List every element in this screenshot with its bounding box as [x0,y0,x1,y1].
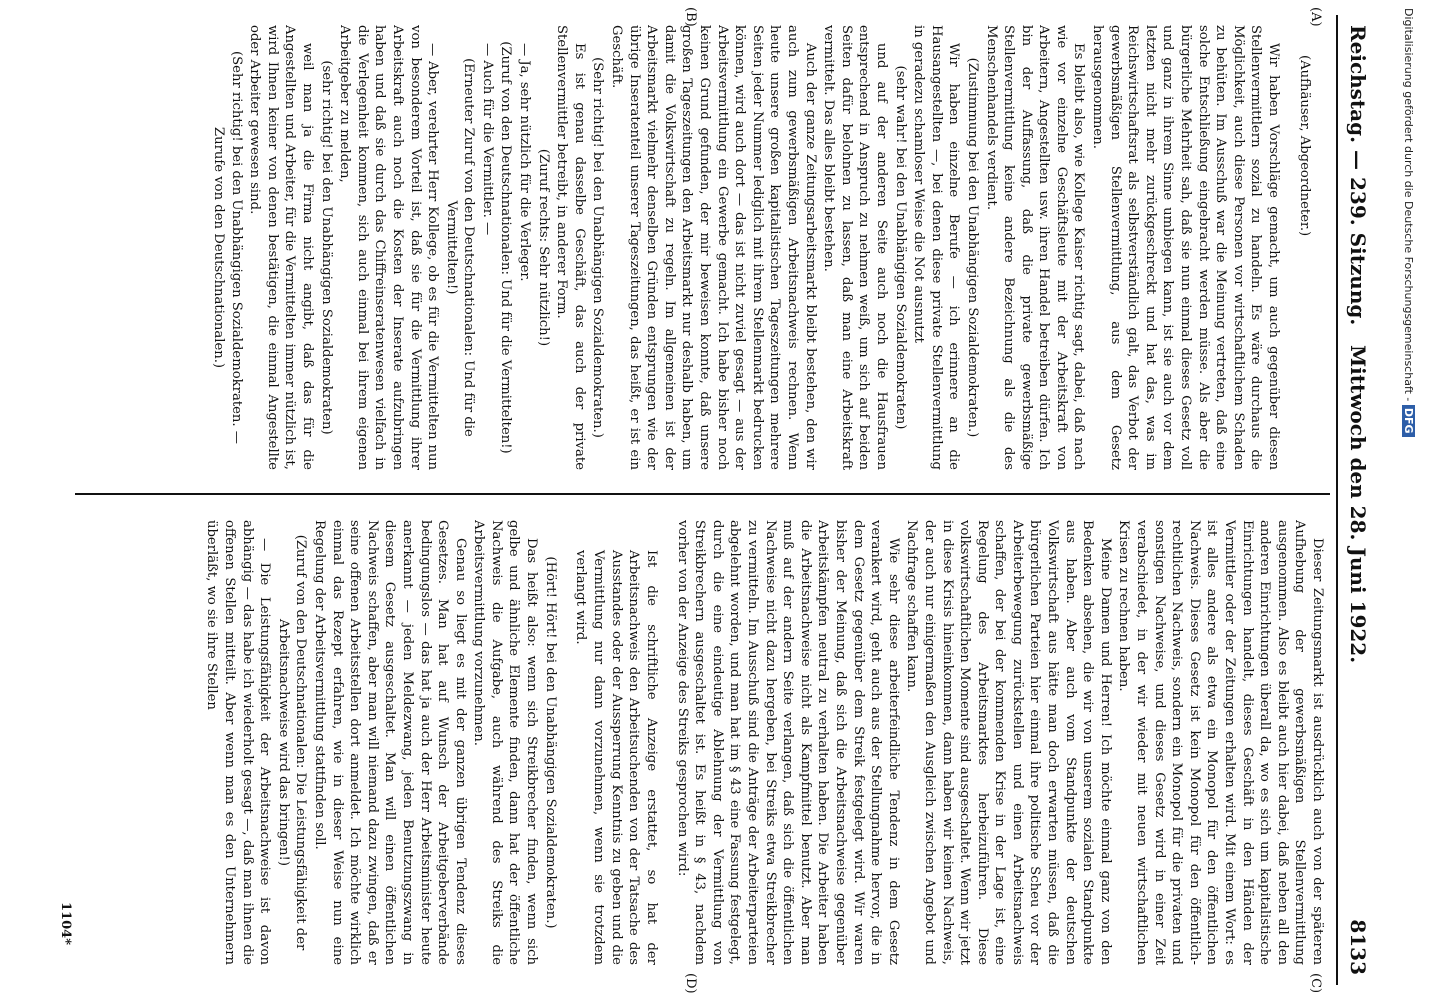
header-center: Mittwoch den 28. Juni 1922. [1346,345,1370,664]
page-number: 8133 [1346,919,1370,975]
paragraph: Genau so liegt es mit der ganzen übrigen Tendenz dieses Gesetzes. Man hat auf Wunsch der Arbeitgeberverbände bedingungslos — das hat ja auch der Herr Arbeitsminister heute anerkannt — jeden Meldezwang, jeden Benutzungszwang in diesem Gesetz ausgeschaltet. Man will einen öffentlichen Nachweis schaffen, aber man will niemand dazu zwingen, daß er seine offenen Arbeitsstellen dort anmeldet. Ich möchte wirklich einmal das Rezept erfahren, wie in dieser Weise nun eine Regelung der Arbeitsvermittlung stattfinden soll. [311,520,468,965]
paragraph: (Sehr richtig! bei den Unabhängigen Sozialdemokraten. — Zurufe von den Deutschnationalen.) [211,51,244,444]
credit-text: Digitalisierung gefördert durch die Deutsche Forschungsgemeinschaft - [1402,8,1415,402]
column-divider [75,493,1330,495]
rotated-page-content [58,7,1378,994]
paragraph: (Zuruf von den Deutschnationalen: Und für die Vermittelten!) [498,41,514,454]
page-header [1336,15,1378,985]
paragraph: Wir haben einzelne Berufe — ich erinnere an die Hausangestellten —, bei denen diese private Stellenvermittlung in geradezu schamloser Weise die Not ausnutzt [911,25,962,470]
paragraph: (Sehr richtig! bei den Unabhängigen Sozialdemokraten.) [590,57,606,438]
paragraph: und auf der anderen Seite auch noch die Hausfrauen entsprechend in Anspruch zu nehmen weiß, um sich auf beiden Seiten dafür belohnen zu lassen, daß man eine Arbeitskraft vermittelt. Das alles bleibt bestehen. [821,25,889,470]
header-left: Reichstag. — 239. Sitzung. [1346,25,1370,326]
margin-marker-d: (D) [683,973,698,994]
digitization-credit [1395,8,1415,998]
paragraph: Ist die schriftliche Anzeige erstattet, so hat der Arbeitsnachweis den Arbeitsuchenden von der Tatsache des Ausstandes oder der Aussperrung Kenntnis zu geben und die Vermittlung nur dann vorzunehmen, wenn sie trotzdem verlangt wird. [573,550,659,965]
paragraph: Meine Damen und Herren! Ich möchte einmal ganz von den Bedenken absehen, die wir von unserem sozialen Standpunkte aus haben. Aber auch vom Standpunkte der deutschen Volkswirtschaft aus hätte man doch erwarten müssen, daß die bürgerlichen Parteien hier einmal ihre politische Scheu vor der Arbeiterbewegung zurückstellen und einen Arbeitsnachweis schaffen, der bei der kommenden Krise in der Lage ist, eine Regelung des Arbeitsmarktes herbeizuführen. Diese volkswirtschaftlichen Momente sind ausgeschaltet. Wenn wir jetzt in diese Krisis hineinkommen, dann haben wir keinen Nachweis, der auch nur einigermaßen den Ausgleich zwischen Angebot und Nachfrage schaffen kann. [904,520,1113,965]
paragraph: Das heißt also: wenn sich Streikbrecher finden, wenn sich gelbe und ähnliche Elemente finden, dann hat der öffentliche Nachweis die Aufgabe, auch während des Streiks die Arbeitsvermittlung vorzunehmen. [471,520,540,965]
paragraph: (sehr richtig! bei den Unabhängigen Sozialdemokraten) [318,60,334,435]
paragraph: (Zuruf rechts: Sehr nützlich!) [535,148,551,347]
dfg-logo: DFG [1402,405,1415,437]
paragraph: — Aber, verehrter Herr Kollege, ob es für die Vermittelten nun von besonderem Vorteil ist, daß sie für die Vermittlung ihrer Arbeitskraft auch noch die Kosten der Inserate aufzubringen haben und daß sie durch das Chiffreinseratenwesen vielfach in die Verlegenheit kommen, sich auch einmal bei ihrem eigenen Arbeitgeber zu melden, [337,25,441,470]
paragraph: (Hört! Hört! bei den Unabhängigen Sozialdemokraten.) [542,556,558,929]
paragraph: (Zuruf von den Deutschnationalen: Die Leistungsfähigkeit der Arbeitsnachweise wird das bringen!) [275,534,309,951]
paragraph: Es ist genau dasselbe Geschäft, das auch der private Stellenvermittler betreibt, in anderer Form. [554,25,587,470]
paragraph: (Aufhäuser, Abgeordneter.) [1296,55,1312,237]
paragraph: (sehr wahr! bei den Unabhängigen Sozialdemokraten) [892,65,908,430]
paragraph: — Auch für die Vermittler. — [479,43,495,236]
paragraph: Auch der ganze Zeitungsarbeitsmarkt bleibt bestehen, den wir auch zum gewerbsmäßigen Arbeitsnachweis rechnen. Wenn heute unsere großen kapitalistischen Tageszeitungen mehrere Seiten jeder Nummer lediglich mit ihrem Stellenmarkt bedrucken können, wird auch dort — das ist nicht zuviel gesagt — aus der Arbeitsvermittlung ein Gewerbe gemacht. Ich habe bisher noch keinen Grund gefunden, der mir beweisen konnte, daß unsere großen Tageszeitungen den Arbeitsmarkt nur deshalb haben, um damit die Volkswirtschaft zu regeln. Im allgemeinen ist der Arbeitsmarkt vielmehr denselben Gründen entsprungen wie der übrige Inseratenteil unserer Tageszeitungen, das heißt, er ist ein Geschäft. [609,25,818,470]
paragraph: weil man ja die Firma nicht angibt, daß das für die Angestellten und Arbeiter, für die Vermittelten immer nützlich ist, wird Ihnen keiner von denen bestätigen, die einmal Angestellte oder Arbeiter gewesen sind. [247,25,315,470]
text-column-right [76,520,1326,965]
paragraph: (Zustimmung bei den Unabhängigen Sozialdemokraten.) [964,57,980,438]
margin-marker-b: (B) [683,7,698,27]
paragraph: Dieser Zeitungsmarkt ist ausdrücklich auch von der späteren Aufhebung der gewerbsmäßigen Stellenvermittlung ausgenommen. Also es bleibt auch hier dabei, daß neben all den anderen Einrichtungen überall da, wo es sich um kapitalistische Einrichtungen handelt, dieses Geschäft in den Händen der Vermittler oder der Zeitungen erhalten wird. Mit einem Wort: es ist alles andere als etwa ein Monopol für den öffentlichen Nachweis. Dieses Gesetz ist kein Monopol für den öffentlich-rechtlichen Nachweis, sondern ein Monopol für die privaten und sonstigen Nachweise, und dieses Gesetz wird in einer Zeit verabschiedet, in der wir wieder mit neuen wirtschaftlichen Krisen zu rechnen haben. [1116,520,1325,965]
paragraph: Wir haben Vorschläge gemacht, um auch gegenüber diesen Stellenvermittlern sozial zu handeln. Es wäre durchaus die Möglichkeit, auch diese Personen vor wirtschaftlichem Schaden zu behüten. Im Ausschuß war die Meinung vertreten, daß eine solche Entschließung eingebracht werden müsse. Als aber die bürgerliche Mehrheit sah, daß sie nun einmal dieses Gesetz voll und ganz in ihrem Sinne umbiegen kann, ist sie auch vor dem letzten nicht mehr zurückgeschreckt und hat das, was im Reichswirtschaftsrat als selbstverständlich galt, das Verbot der gewerbsmäßigen Stellenvermittlung, aus dem Gesetz herausgenommen. [1090,25,1282,470]
margin-marker-c: (C) [1308,973,1323,994]
text-column-left [76,25,1326,470]
paragraph: — Ja, sehr nützlich für die Verleger. [517,43,533,282]
paragraph: Es bleibt also, wie Kollege Kaiser richtig sagt, dabei, daß nach wie vor einzelne Geschäftsleute mit der Arbeitskraft von Arbeitern, Angestellten usw. ihren Handel betreiben dürfen. Ich bin der Auffassung, daß die private gewerbsmäßige Stellenvermittlung keine andere Bezeichnung als die des Menschenhandels verdient. [983,25,1087,470]
paragraph: — Die Leistungsfähigkeit der Arbeitsnachweise ist davon abhängig — das habe ich wiederholt gesagt —, daß man ihnen die offenen Stellen mitteilt. Aber wenn man es den Unternehmern überläßt, wo sie ihre Stellen [204,520,273,965]
page-footer-mark: 1104* [58,902,73,945]
paragraph: (Erneuter Zuruf von den Deutschnationalen: Und für die Vermittelten!) [443,58,477,437]
margin-marker-a: (A) [1308,7,1323,27]
paragraph: Wie sehr diese arbeiterfeindliche Tendenz in dem Gesetz verankert wird, geht auch aus der Stellungnahme hervor, die in dem Gesetz gegenüber dem Streik festgelegt wird. Wir waren bisher der Meinung, daß sich die Arbeitsnachweise gegenüber Arbeitskämpfen neutral zu verhalten haben. Die Arbeiter haben die Arbeitsnachweise nicht als Kampfmittel benutzt. Aber man muß auf der andern Seite verlangen, daß sich die öffentlichen Nachweise nicht dazu hergeben, bei Streiks etwa Streikbrecher zu vermitteln. Im Ausschuß sind die Anträge der Arbeiterparteien abgelehnt worden, und man hat im § 43 eine Fassung festgelegt, durch die eine eindeutige Ablehnung der Vermittlung von Streikbrechern ausgeschaltet ist. Es heißt in § 43, nachdem vorher von der Anzeige des Streiks gesprochen wird: [674,520,901,965]
